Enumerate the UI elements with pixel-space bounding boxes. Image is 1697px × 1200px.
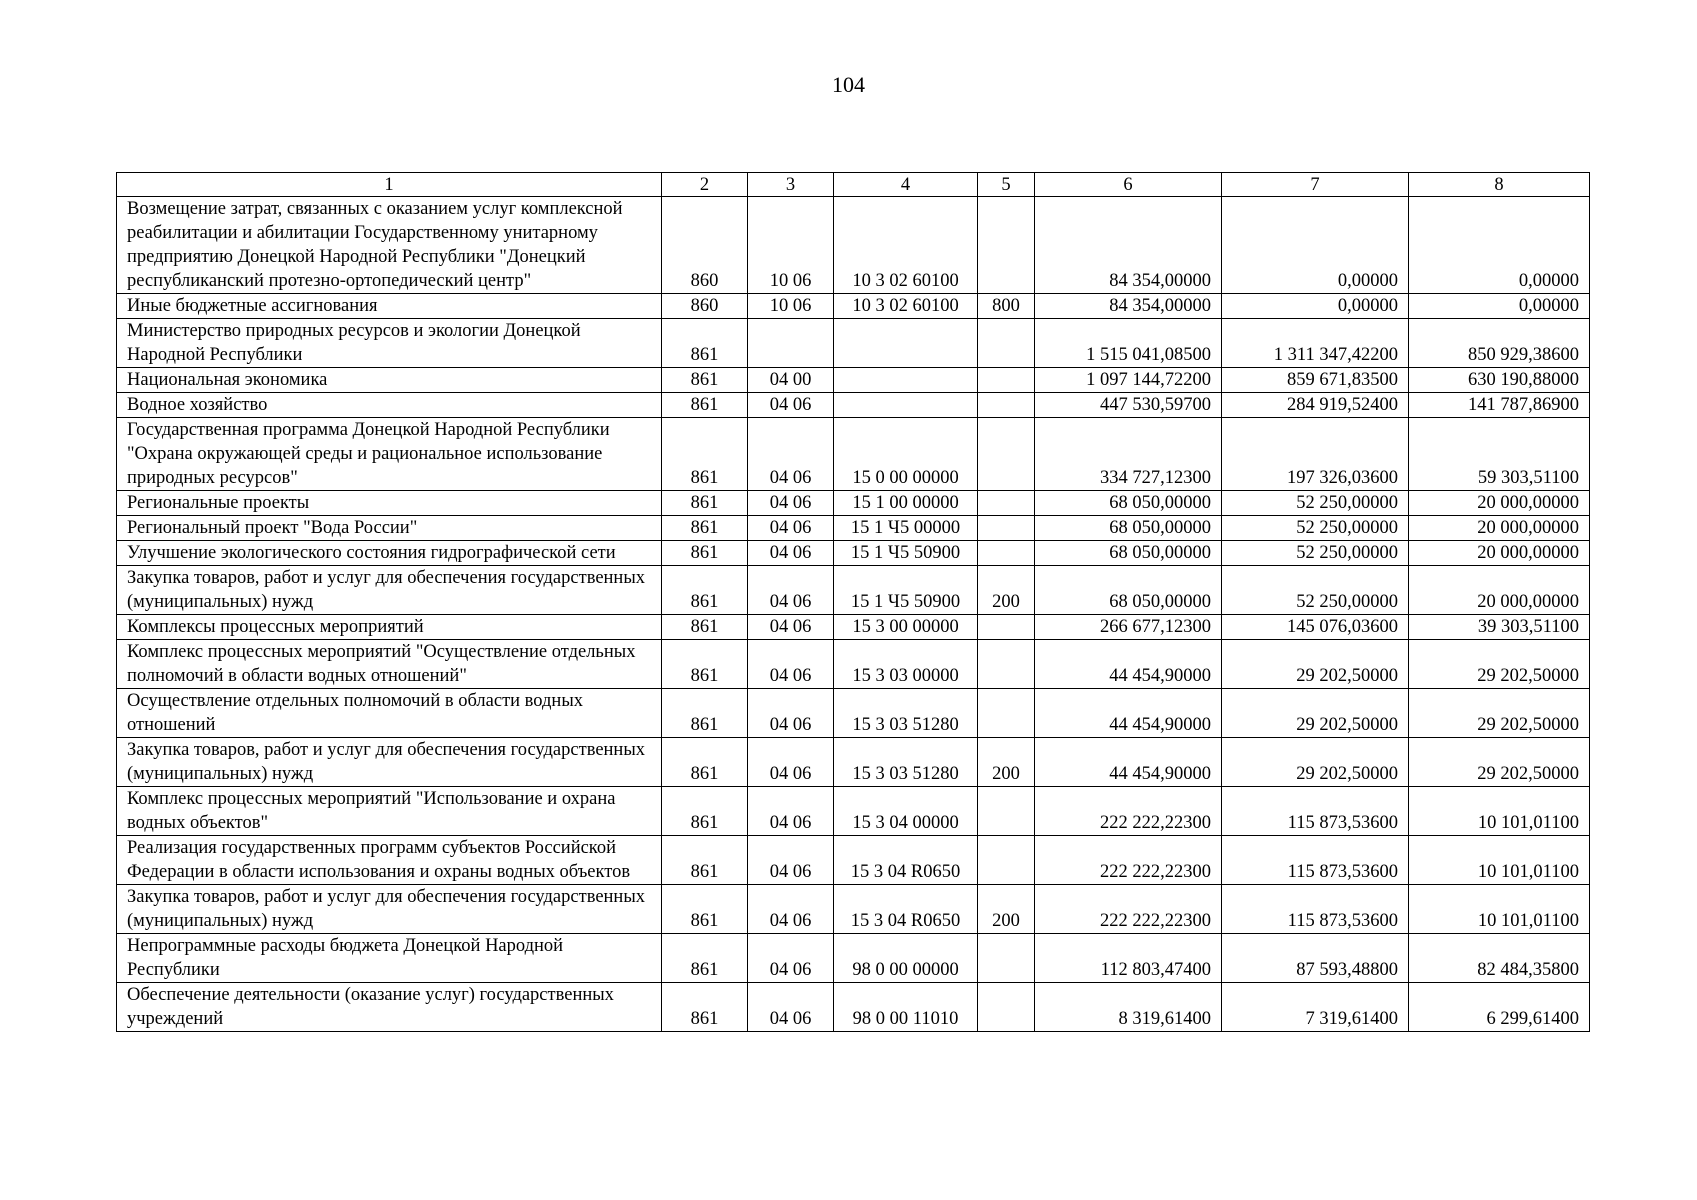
- cell-amount-col7: 145 076,03600: [1222, 615, 1409, 640]
- cell-expense-type: [978, 787, 1035, 836]
- cell-expense-type: [978, 934, 1035, 983]
- cell-admin-code: 860: [662, 197, 748, 294]
- table-header: [117, 173, 1590, 197]
- cell-amount-col6: 44 454,90000: [1035, 689, 1222, 738]
- cell-amount-col7: 52 250,00000: [1222, 491, 1409, 516]
- cell-section: 04 00: [748, 368, 834, 393]
- cell-expense-type: [978, 319, 1035, 368]
- cell-admin-code: 861: [662, 934, 748, 983]
- cell-admin-code: 861: [662, 418, 748, 491]
- cell-target-article: 15 1 00 00000: [834, 491, 978, 516]
- table-row: [117, 787, 1590, 836]
- cell-amount-col8: 82 484,35800: [1409, 934, 1590, 983]
- page-number: 104: [832, 72, 865, 97]
- cell-target-article: 98 0 00 11010: [834, 983, 978, 1032]
- header-col-5: 5: [978, 173, 1035, 197]
- table-row: [117, 738, 1590, 787]
- cell-amount-col7: 197 326,03600: [1222, 418, 1409, 491]
- cell-amount-col6: 222 222,22300: [1035, 787, 1222, 836]
- cell-section: 04 06: [748, 393, 834, 418]
- cell-amount-col6: 84 354,00000: [1035, 294, 1222, 319]
- cell-section: 04 06: [748, 787, 834, 836]
- cell-amount-col6: 1 515 041,08500: [1035, 319, 1222, 368]
- cell-amount-col6: 8 319,61400: [1035, 983, 1222, 1032]
- cell-amount-col7: 115 873,53600: [1222, 885, 1409, 934]
- cell-admin-code: 861: [662, 689, 748, 738]
- cell-section: 04 06: [748, 418, 834, 491]
- cell-section: 04 06: [748, 934, 834, 983]
- cell-amount-col8: 29 202,50000: [1409, 640, 1590, 689]
- cell-target-article: [834, 393, 978, 418]
- cell-amount-col6: 68 050,00000: [1035, 541, 1222, 566]
- cell-expense-type: [978, 418, 1035, 491]
- table-row: [117, 885, 1590, 934]
- table-row: [117, 393, 1590, 418]
- cell-admin-code: 861: [662, 566, 748, 615]
- cell-amount-col6: 44 454,90000: [1035, 640, 1222, 689]
- cell-admin-code: 861: [662, 541, 748, 566]
- cell-expense-type: [978, 393, 1035, 418]
- table-row: [117, 541, 1590, 566]
- cell-expense-type: 200: [978, 738, 1035, 787]
- cell-name: Закупка товаров, работ и услуг для обеспечения государственных (муниципальных) нужд: [117, 885, 662, 934]
- cell-amount-col8: 20 000,00000: [1409, 516, 1590, 541]
- cell-amount-col7: 859 671,83500: [1222, 368, 1409, 393]
- cell-amount-col7: 52 250,00000: [1222, 516, 1409, 541]
- cell-name: Осуществление отдельных полномочий в области водных отношений: [117, 689, 662, 738]
- cell-amount-col6: 44 454,90000: [1035, 738, 1222, 787]
- cell-amount-col8: 10 101,01100: [1409, 885, 1590, 934]
- cell-admin-code: 861: [662, 738, 748, 787]
- cell-target-article: 15 1 Ч5 00000: [834, 516, 978, 541]
- cell-target-article: [834, 319, 978, 368]
- cell-section: 04 06: [748, 836, 834, 885]
- cell-amount-col8: 39 303,51100: [1409, 615, 1590, 640]
- cell-target-article: 15 0 00 00000: [834, 418, 978, 491]
- cell-target-article: 15 3 03 51280: [834, 738, 978, 787]
- cell-target-article: 10 3 02 60100: [834, 294, 978, 319]
- cell-target-article: 15 1 Ч5 50900: [834, 541, 978, 566]
- cell-admin-code: 861: [662, 615, 748, 640]
- table-row: [117, 319, 1590, 368]
- cell-admin-code: 861: [662, 319, 748, 368]
- cell-amount-col8: 850 929,38600: [1409, 319, 1590, 368]
- cell-amount-col6: 68 050,00000: [1035, 516, 1222, 541]
- cell-name: Региональные проекты: [117, 491, 662, 516]
- cell-amount-col7: 115 873,53600: [1222, 836, 1409, 885]
- cell-name: Иные бюджетные ассигнования: [117, 294, 662, 319]
- cell-amount-col8: 0,00000: [1409, 294, 1590, 319]
- cell-amount-col8: 59 303,51100: [1409, 418, 1590, 491]
- cell-expense-type: [978, 640, 1035, 689]
- cell-amount-col6: 1 097 144,72200: [1035, 368, 1222, 393]
- cell-name: Реализация государственных программ субъектов Российской Федерации в области использования и охраны водных объектов: [117, 836, 662, 885]
- cell-name: Государственная программа Донецкой Народной Республики "Охрана окружающей среды и рациональное использование природных ресурсов": [117, 418, 662, 491]
- cell-amount-col7: 284 919,52400: [1222, 393, 1409, 418]
- cell-section: 04 06: [748, 615, 834, 640]
- cell-section: 10 06: [748, 197, 834, 294]
- cell-section: 04 06: [748, 983, 834, 1032]
- cell-target-article: 15 3 04 R0650: [834, 885, 978, 934]
- cell-admin-code: 861: [662, 885, 748, 934]
- cell-expense-type: [978, 836, 1035, 885]
- cell-name: Улучшение экологического состояния гидрографической сети: [117, 541, 662, 566]
- cell-amount-col8: 29 202,50000: [1409, 689, 1590, 738]
- cell-target-article: 10 3 02 60100: [834, 197, 978, 294]
- cell-expense-type: [978, 491, 1035, 516]
- cell-name: Обеспечение деятельности (оказание услуг) государственных учреждений: [117, 983, 662, 1032]
- cell-section: 04 06: [748, 640, 834, 689]
- cell-amount-col6: 68 050,00000: [1035, 566, 1222, 615]
- cell-expense-type: [978, 516, 1035, 541]
- table-row: [117, 418, 1590, 491]
- cell-amount-col7: 29 202,50000: [1222, 640, 1409, 689]
- cell-target-article: 15 3 03 51280: [834, 689, 978, 738]
- cell-expense-type: 800: [978, 294, 1035, 319]
- cell-expense-type: [978, 689, 1035, 738]
- cell-section: 04 06: [748, 689, 834, 738]
- cell-section: 04 06: [748, 885, 834, 934]
- cell-expense-type: 200: [978, 885, 1035, 934]
- cell-amount-col6: 68 050,00000: [1035, 491, 1222, 516]
- header-col-7: 7: [1222, 173, 1409, 197]
- cell-amount-col7: 29 202,50000: [1222, 689, 1409, 738]
- table-row: [117, 615, 1590, 640]
- cell-name: Комплексы процессных мероприятий: [117, 615, 662, 640]
- cell-name: Водное хозяйство: [117, 393, 662, 418]
- cell-target-article: 15 3 03 00000: [834, 640, 978, 689]
- cell-expense-type: [978, 197, 1035, 294]
- header-col-1: 1: [117, 173, 662, 197]
- cell-target-article: 15 3 04 00000: [834, 787, 978, 836]
- table-row: [117, 689, 1590, 738]
- cell-name: Комплекс процессных мероприятий "Использование и охрана водных объектов": [117, 787, 662, 836]
- cell-amount-col7: 52 250,00000: [1222, 541, 1409, 566]
- cell-amount-col7: 87 593,48800: [1222, 934, 1409, 983]
- cell-amount-col6: 222 222,22300: [1035, 885, 1222, 934]
- cell-admin-code: 861: [662, 787, 748, 836]
- table-row: [117, 368, 1590, 393]
- cell-expense-type: [978, 615, 1035, 640]
- cell-amount-col6: 334 727,12300: [1035, 418, 1222, 491]
- header-col-3: 3: [748, 173, 834, 197]
- table-row: [117, 566, 1590, 615]
- cell-name: Региональный проект "Вода России": [117, 516, 662, 541]
- budget-table: [116, 172, 1590, 1032]
- table-row: [117, 516, 1590, 541]
- cell-section: 04 06: [748, 566, 834, 615]
- cell-section: 04 06: [748, 541, 834, 566]
- cell-name: Комплекс процессных мероприятий "Осуществление отдельных полномочий в области водных отношений": [117, 640, 662, 689]
- cell-amount-col8: 20 000,00000: [1409, 566, 1590, 615]
- cell-target-article: 15 3 00 00000: [834, 615, 978, 640]
- cell-amount-col6: 222 222,22300: [1035, 836, 1222, 885]
- table-row: [117, 491, 1590, 516]
- cell-amount-col7: 7 319,61400: [1222, 983, 1409, 1032]
- cell-section: [748, 319, 834, 368]
- table-row: [117, 934, 1590, 983]
- cell-amount-col8: 6 299,61400: [1409, 983, 1590, 1032]
- cell-amount-col8: 10 101,01100: [1409, 836, 1590, 885]
- cell-admin-code: 861: [662, 640, 748, 689]
- cell-amount-col7: 115 873,53600: [1222, 787, 1409, 836]
- table-row: [117, 197, 1590, 294]
- cell-amount-col7: 0,00000: [1222, 197, 1409, 294]
- cell-amount-col8: 10 101,01100: [1409, 787, 1590, 836]
- table-body: [117, 197, 1590, 1032]
- cell-section: 04 06: [748, 738, 834, 787]
- cell-amount-col8: 20 000,00000: [1409, 541, 1590, 566]
- cell-section: 10 06: [748, 294, 834, 319]
- cell-amount-col8: 141 787,86900: [1409, 393, 1590, 418]
- cell-target-article: 15 1 Ч5 50900: [834, 566, 978, 615]
- cell-expense-type: [978, 541, 1035, 566]
- cell-admin-code: 861: [662, 393, 748, 418]
- cell-amount-col7: 1 311 347,42200: [1222, 319, 1409, 368]
- cell-name: Национальная экономика: [117, 368, 662, 393]
- table-row: [117, 983, 1590, 1032]
- cell-amount-col7: 52 250,00000: [1222, 566, 1409, 615]
- cell-target-article: [834, 368, 978, 393]
- cell-amount-col6: 84 354,00000: [1035, 197, 1222, 294]
- cell-amount-col6: 266 677,12300: [1035, 615, 1222, 640]
- cell-name: Непрограммные расходы бюджета Донецкой Народной Республики: [117, 934, 662, 983]
- cell-expense-type: [978, 368, 1035, 393]
- cell-amount-col8: 630 190,88000: [1409, 368, 1590, 393]
- cell-admin-code: 861: [662, 836, 748, 885]
- cell-name: Министерство природных ресурсов и экологии Донецкой Народной Республики: [117, 319, 662, 368]
- cell-section: 04 06: [748, 491, 834, 516]
- cell-expense-type: [978, 983, 1035, 1032]
- cell-amount-col8: 20 000,00000: [1409, 491, 1590, 516]
- cell-amount-col7: 29 202,50000: [1222, 738, 1409, 787]
- table-row: [117, 640, 1590, 689]
- header-col-4: 4: [834, 173, 978, 197]
- table-row: [117, 836, 1590, 885]
- cell-amount-col7: 0,00000: [1222, 294, 1409, 319]
- header-col-6: 6: [1035, 173, 1222, 197]
- cell-name: Закупка товаров, работ и услуг для обеспечения государственных (муниципальных) нужд: [117, 738, 662, 787]
- cell-name: Возмещение затрат, связанных с оказанием услуг комплексной реабилитации и абилитации Государственному унитарному предприятию Донецкой Народной Республики "Донецкий республиканский протезно-ортопедический центр": [117, 197, 662, 294]
- table-row: [117, 294, 1590, 319]
- header-col-8: 8: [1409, 173, 1590, 197]
- cell-admin-code: 861: [662, 983, 748, 1032]
- cell-name: Закупка товаров, работ и услуг для обеспечения государственных (муниципальных) нужд: [117, 566, 662, 615]
- cell-target-article: 98 0 00 00000: [834, 934, 978, 983]
- cell-section: 04 06: [748, 516, 834, 541]
- cell-admin-code: 861: [662, 368, 748, 393]
- cell-admin-code: 861: [662, 516, 748, 541]
- header-row: [117, 173, 1590, 197]
- cell-amount-col6: 447 530,59700: [1035, 393, 1222, 418]
- cell-amount-col8: 0,00000: [1409, 197, 1590, 294]
- cell-admin-code: 861: [662, 491, 748, 516]
- cell-amount-col6: 112 803,47400: [1035, 934, 1222, 983]
- header-col-2: 2: [662, 173, 748, 197]
- cell-target-article: 15 3 04 R0650: [834, 836, 978, 885]
- cell-expense-type: 200: [978, 566, 1035, 615]
- cell-admin-code: 860: [662, 294, 748, 319]
- cell-amount-col8: 29 202,50000: [1409, 738, 1590, 787]
